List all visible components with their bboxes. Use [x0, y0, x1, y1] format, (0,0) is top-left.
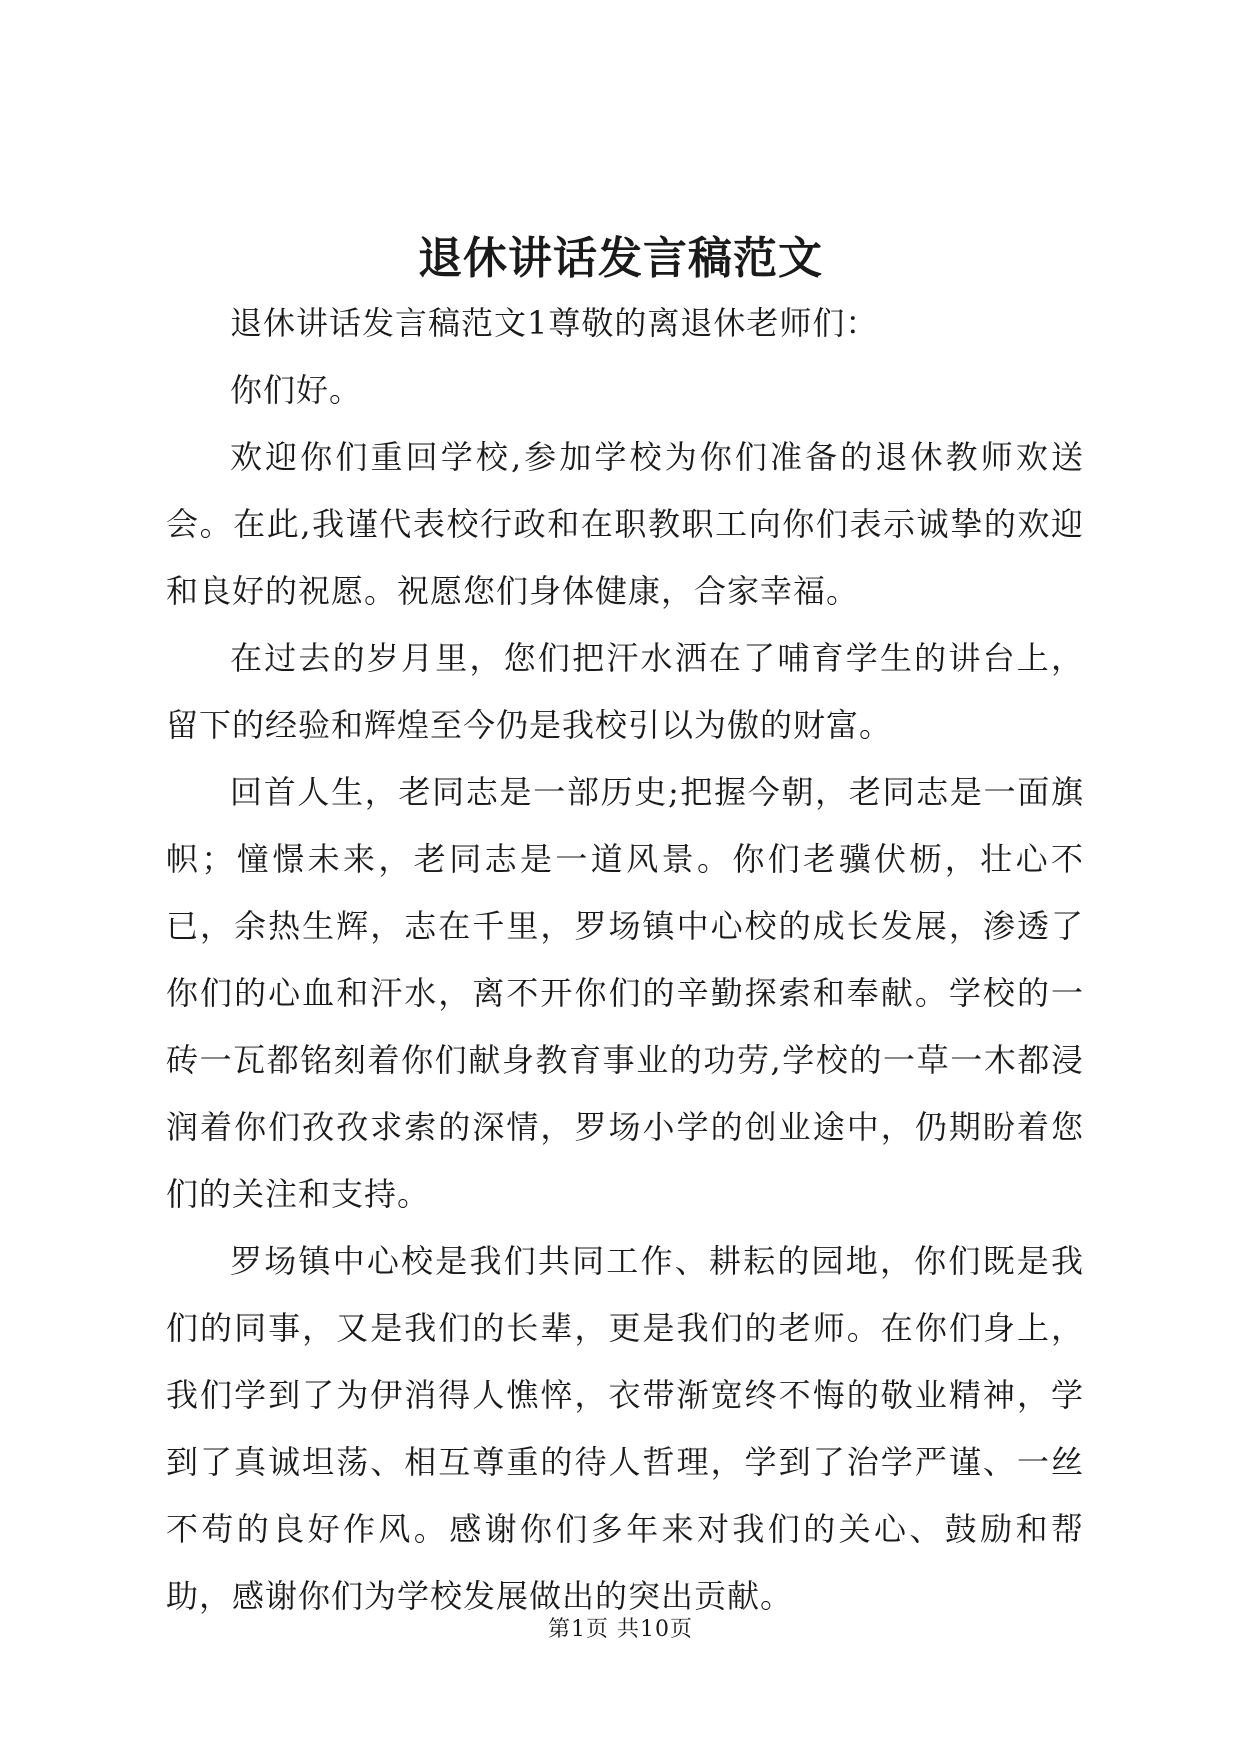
document-title: 退休讲话发言稿范文: [418, 233, 823, 284]
paragraph-2: 你们好。: [230, 371, 363, 409]
paragraph-6: 罗场镇中心校是我们共同工作、耕耘的园地，你们既是我们的同事，又是我们的长辈，更是我们的老师。在你们身上，我们学到了为伊消得人憔悴，衣带渐宽终不悔的敬业精神，学到了真诚坦荡、相互尊重的待人哲理，学到了治学严谨、一丝不苟的良好作风。感谢你们多年来对我们的关心、鼓励和帮助，感谢你们为学校发展做出的突出贡献。: [166, 1242, 1084, 1615]
paragraph-3: 欢迎你们重回学校,参加学校为你们准备的退休教师欢送会。在此,我谨代表校行政和在职教职工向你们表示诚挚的欢迎和良好的祝愿。祝愿您们身体健康，合家幸福。: [166, 438, 1084, 610]
paragraph-4: 在过去的岁月里，您们把汗水洒在了哺育学生的讲台上，留下的经验和辉煌至今仍是我校引以为傲的财富。: [166, 639, 1084, 744]
document-body: [166, 290, 1084, 1630]
paragraph-5: 回首人生，老同志是一部历史;把握今朝，老同志是一面旗帜；憧憬未来，老同志是一道风景。你们老骥伏枥，壮心不已，余热生辉，志在千里，罗场镇中心校的成长发展，渗透了你们的心血和汗水，离不开你们的辛勤探索和奉献。学校的一砖一瓦都铭刻着你们献身教育事业的功劳,学校的一草一木都浸润着你们孜孜求索的深情，罗场小学的创业途中，仍期盼着您们的关注和支持。: [166, 773, 1084, 1213]
page-footer: 第1页 共10页: [548, 1617, 693, 1642]
paragraph-1: 退休讲话发言稿范文1尊敬的离退休老师们：: [230, 304, 879, 342]
